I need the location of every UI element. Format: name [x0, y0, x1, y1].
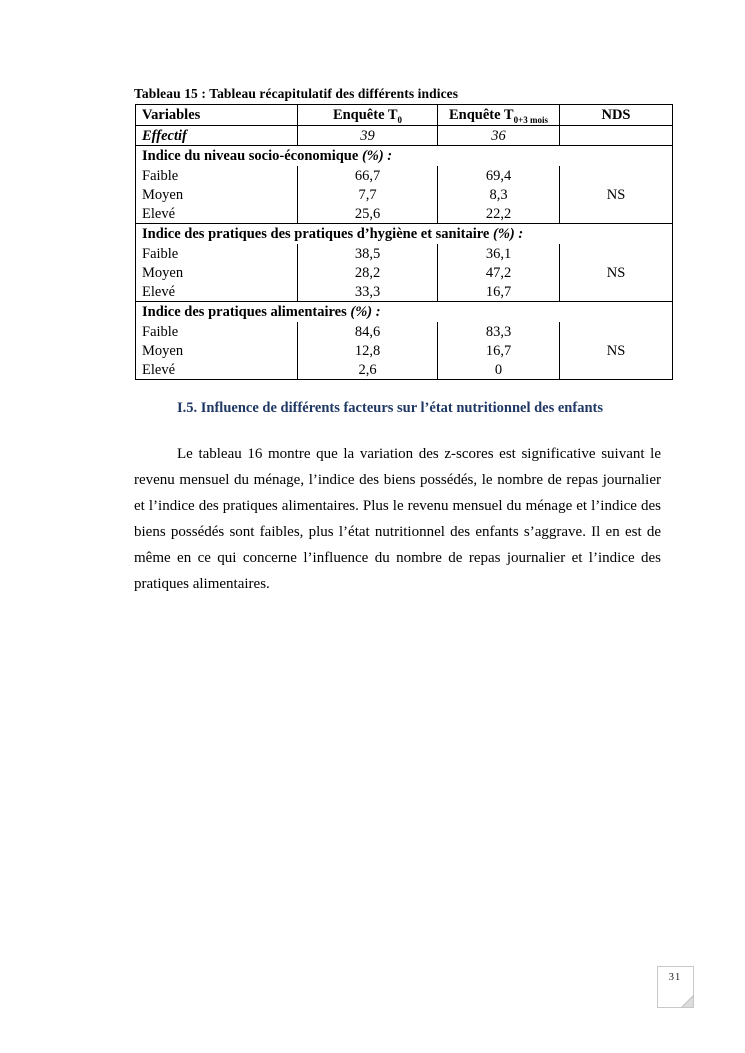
row-label: Elevé [142, 361, 176, 378]
table-header-row [136, 105, 673, 126]
table-row [136, 244, 673, 263]
section-heading: I.5. Influence de différents facteurs sur l’état nutritionnel des enfants [177, 400, 603, 416]
section-title-hygiene: Indice des pratiques des pratiques d’hygiène et sanitaire (%) : [136, 224, 673, 245]
value-t0: 25,6 [298, 204, 438, 224]
t0-subscript: 0 [397, 114, 403, 125]
col-header-enquete-t0: Enquête $T_0$ [298, 105, 438, 126]
col-header-variables: Variables [136, 105, 298, 126]
value-t0: 2,6 [298, 360, 438, 380]
value-t0: 12,8 [298, 341, 438, 360]
section-header-row [136, 224, 673, 245]
row-label: Faible [142, 167, 179, 184]
value-t3: 69,4 [438, 166, 560, 185]
page-number: 31 [668, 972, 682, 983]
effectif-row [136, 126, 673, 146]
value-t0: 66,7 [298, 166, 438, 185]
value-t3: 47,2 [438, 263, 560, 282]
value-t0: 38,5 [298, 244, 438, 263]
col-header-enquete-t3: Enquête $T_{0+3 mois}$ [438, 105, 560, 126]
nds-value: NS [560, 166, 673, 224]
nds-value: NS [560, 322, 673, 380]
section-title-socioeconomique: Indice du niveau socio-économique (%) : [136, 146, 673, 167]
value-t3: 22,2 [438, 204, 560, 224]
nds-value: NS [560, 244, 673, 302]
value-t3: 36,1 [438, 244, 560, 263]
value-t3: 0 [438, 360, 560, 380]
effectif-label: Effectif [142, 127, 187, 144]
col-header-nds: NDS [560, 105, 673, 126]
table-row [136, 322, 673, 341]
row-label: Moyen [142, 186, 184, 203]
value-t3: 16,7 [438, 341, 560, 360]
unit-label: (%) : [350, 304, 381, 320]
row-label: Moyen [142, 264, 184, 281]
value-t3: 16,7 [438, 282, 560, 302]
value-t0: 7,7 [298, 185, 438, 204]
row-label: Elevé [142, 205, 176, 222]
effectif-nds [560, 126, 673, 146]
value-t0: 28,2 [298, 263, 438, 282]
row-label: Elevé [142, 283, 176, 300]
effectif-t3: 36 [438, 126, 560, 146]
body-paragraph: Le tableau 16 montre que la variation des z-scores est significative suivant le revenu mensuel du ménage, l’indice des biens possédés, le nombre de repas journalier et l’indice des pratiques alimentaires. Plus le revenu mensuel du ménage et l’indice des biens possédés sont faibles, plus l’état nutritionnel des enfants s’aggrave. Il en est de même en ce qui concerne l’influence du nombre de repas journalier et l’indice des pratiques alimentaires. [134, 446, 661, 592]
indices-summary-table [135, 104, 673, 380]
section-header-row [136, 302, 673, 323]
row-label: Moyen [142, 342, 184, 359]
section-title-alimentaires: Indice des pratiques alimentaires (%) : [136, 302, 673, 323]
table-caption: Tableau 15 : Tableau récapitulatif des différents indices [134, 86, 459, 101]
value-t3: 8,3 [438, 185, 560, 204]
unit-label: (%) : [361, 148, 393, 164]
table-row [136, 166, 673, 185]
row-label: Faible [142, 323, 179, 340]
value-t0: 33,3 [298, 282, 438, 302]
value-t0: 84,6 [298, 322, 438, 341]
row-label: Faible [142, 245, 179, 262]
section-header-row [136, 146, 673, 167]
unit-label: (%) : [492, 226, 524, 242]
t3-subscript: 0+3 mois [513, 114, 548, 125]
effectif-t0: 39 [298, 126, 438, 146]
page-number-box [657, 966, 695, 1008]
value-t3: 83,3 [438, 322, 560, 341]
